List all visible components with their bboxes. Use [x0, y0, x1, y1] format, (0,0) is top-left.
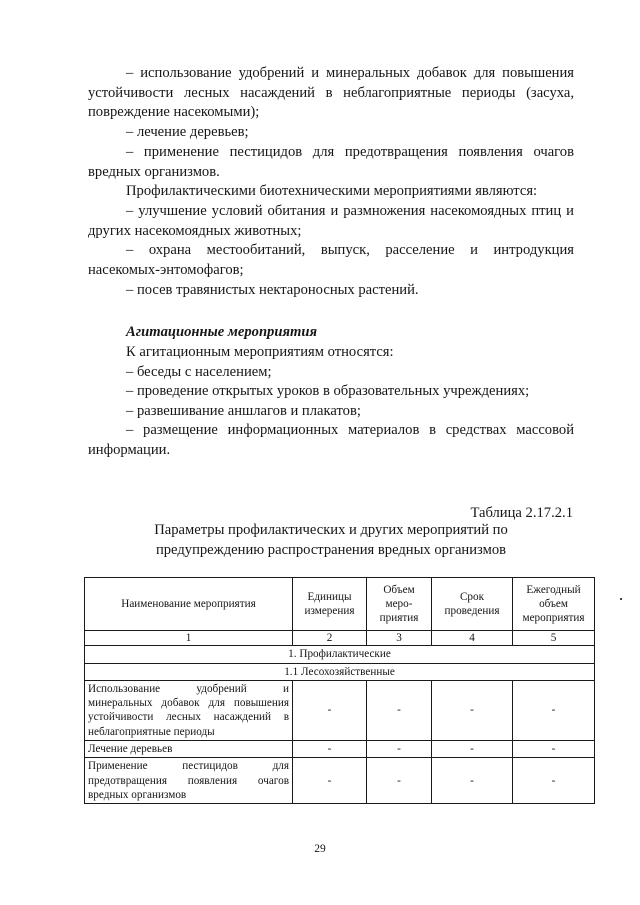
- header-timing: Срок проведения: [432, 578, 513, 631]
- table-title-line: Параметры профилактических и других мероприятий по: [154, 522, 508, 538]
- header-volume-line: Объем: [383, 583, 415, 596]
- header-volume: [367, 578, 432, 631]
- margin-mark: [620, 598, 622, 600]
- header-measure-name: Наименование мероприятия: [85, 578, 293, 631]
- paragraph-birds: – улучшение условий обитания и размножения насекомоядных птиц и других насекомоядных животных;: [88, 203, 574, 239]
- row-name: Использование удобрений и минеральных добавок для повышения устойчивости лесных насаждений в неблагоприятные периоды: [85, 680, 293, 740]
- table-number: Таблица 2.17.2.1: [470, 505, 573, 521]
- paragraph-agitation-item: – проведение открытых уроков в образовательных учреждениях;: [126, 383, 530, 399]
- cell-value: -: [432, 680, 513, 740]
- paragraph-agitation-intro: К агитационным мероприятиям относятся:: [126, 344, 394, 360]
- column-number: 3: [367, 631, 432, 646]
- column-number-row: [85, 631, 595, 646]
- measures-table: [84, 577, 595, 804]
- table-row: [85, 758, 595, 804]
- cell-value: -: [513, 741, 595, 758]
- cell-value: -: [367, 680, 432, 740]
- section-title: 1. Профилактические: [85, 646, 595, 663]
- row-name: Применение пестицидов для предотвращения появления очагов вредных организмов: [85, 758, 293, 804]
- column-number: 5: [513, 631, 595, 646]
- cell-value: -: [293, 680, 367, 740]
- cell-value: -: [513, 758, 595, 804]
- paragraph-agitation-item: – беседы с населением;: [126, 364, 272, 380]
- page-number: 29: [314, 843, 326, 855]
- paragraph-nectar-plants: – посев травянистых нектароносных растений.: [126, 282, 419, 298]
- paragraph-tree-treatment: – лечение деревьев;: [126, 124, 249, 140]
- row-name: Лечение деревьев: [85, 741, 293, 758]
- paragraph-biotech-intro: Профилактическими биотехническими мероприятиями являются:: [126, 183, 538, 199]
- cell-value: -: [293, 758, 367, 804]
- cell-value: -: [432, 758, 513, 804]
- table-title-line: предупреждению распространения вредных организмов: [155, 542, 507, 558]
- subsection-row: [85, 663, 595, 680]
- cell-value: -: [293, 741, 367, 758]
- column-number: 1: [85, 631, 293, 646]
- paragraph-agitation-item: – развешивание аншлагов и плакатов;: [126, 403, 361, 419]
- header-units: Единицы измерения: [293, 578, 367, 631]
- header-volume-line: меро-: [385, 597, 413, 610]
- header-annual-volume: Ежегодный объем мероприятия: [513, 578, 595, 631]
- column-number: 2: [293, 631, 367, 646]
- subsection-title: 1.1 Лесохозяйственные: [85, 663, 595, 680]
- section-row: [85, 646, 595, 663]
- cell-value: -: [367, 758, 432, 804]
- cell-value: -: [432, 741, 513, 758]
- table-row: [85, 741, 595, 758]
- cell-value: -: [367, 741, 432, 758]
- paragraph-agitation-item: – размещение информационных материалов в средствах массовой информации.: [88, 422, 574, 458]
- paragraph-pesticides: – применение пестицидов для предотвращения появления очагов вредных организмов.: [88, 144, 574, 180]
- header-volume-line: приятия: [379, 612, 419, 625]
- column-number: 4: [432, 631, 513, 646]
- table-row: [85, 680, 595, 740]
- cell-value: -: [513, 680, 595, 740]
- table-header-row: [85, 578, 595, 631]
- section-heading-agitation: Агитационные мероприятия: [126, 324, 317, 340]
- paragraph-entomophages: – охрана местообитаний, выпуск, расселение и интродукция насекомых-энтомофагов;: [88, 242, 574, 278]
- paragraph-fertilizers: – использование удобрений и минеральных добавок для повышения устойчивости лесных насаждений в неблагоприятные периоды (засуха, повреждение насекомыми);: [88, 65, 574, 120]
- table-title: [88, 520, 574, 560]
